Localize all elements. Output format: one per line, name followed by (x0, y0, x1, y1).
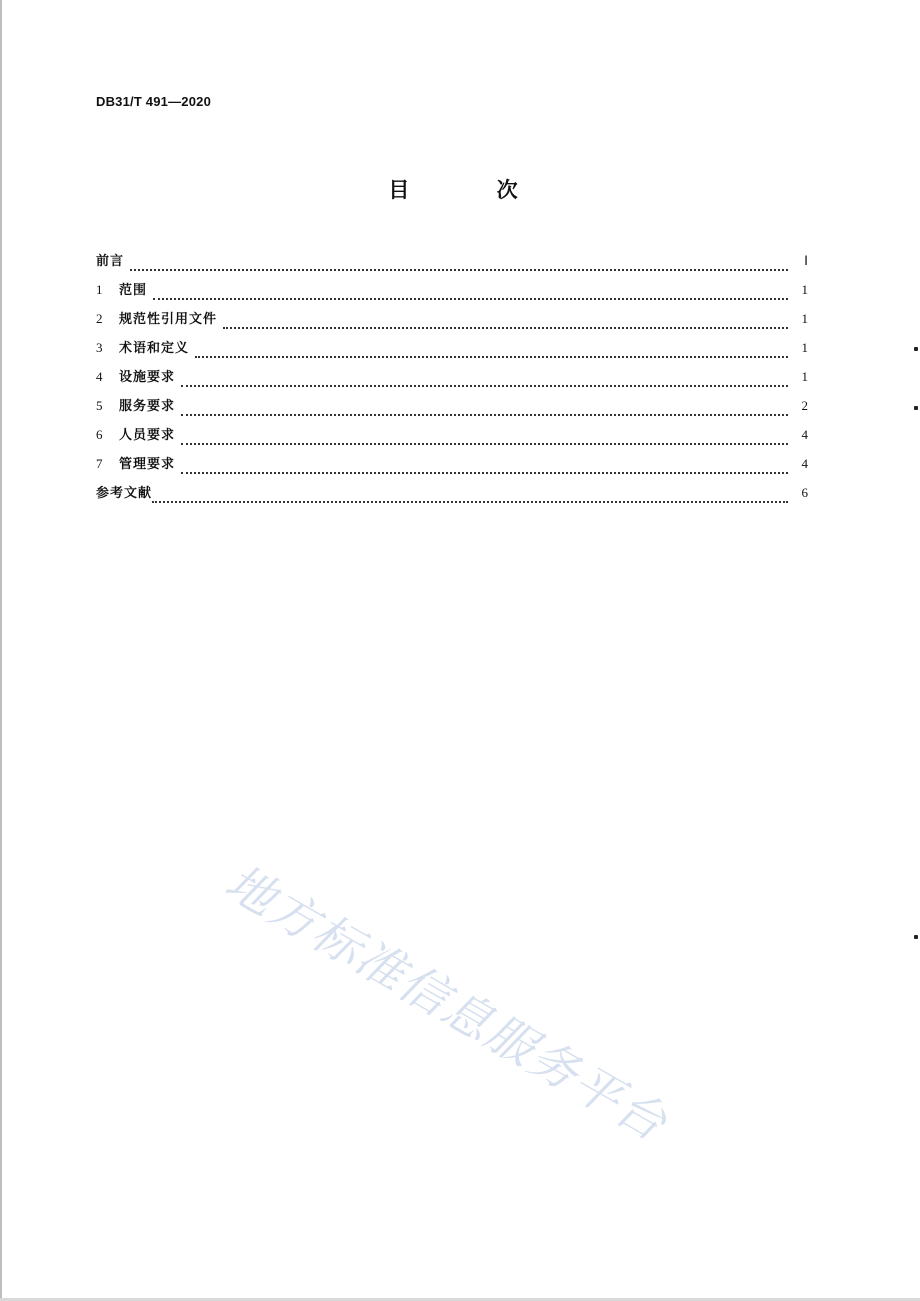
leader-dots (153, 285, 788, 300)
toc-entry-label: 人员要求 (119, 428, 176, 443)
toc-entry-label: 规范性引用文件 (119, 312, 218, 327)
scan-artifact (914, 406, 918, 410)
toc-entry-bibliography[interactable] (96, 482, 808, 511)
toc-entry-page: 1 (801, 311, 808, 326)
toc-entry-number: 5 (96, 398, 103, 413)
toc-entry-terms-definitions[interactable] (96, 337, 808, 366)
watermark: 地方标准信息服务平台 (215, 854, 677, 1153)
toc-entry-number: 1 (96, 282, 103, 297)
leader-dots (195, 343, 788, 358)
table-of-contents (96, 250, 808, 511)
toc-entry-page: 4 (801, 456, 808, 471)
toc-entry-facility-requirements[interactable] (96, 366, 808, 395)
toc-entry-label: 设施要求 (119, 370, 176, 385)
toc-entry-number: 7 (96, 456, 103, 471)
toc-entry-label: 服务要求 (119, 399, 176, 414)
toc-entry-number: 6 (96, 427, 103, 442)
toc-entry-page: 1 (801, 340, 808, 355)
leader-dots (181, 372, 788, 387)
toc-entry-page: 4 (801, 427, 808, 442)
toc-title: 目 次 (388, 178, 558, 202)
leader-dots (152, 488, 788, 503)
toc-entry-label: 参考文献 (96, 486, 153, 501)
scan-artifact (914, 935, 918, 939)
toc-entry-foreword[interactable] (96, 250, 808, 279)
scan-artifact (914, 347, 918, 351)
toc-entry-page: 6 (801, 485, 808, 500)
toc-entry-normative-references[interactable] (96, 308, 808, 337)
toc-entry-label: 管理要求 (119, 457, 176, 472)
leader-dots (181, 430, 788, 445)
toc-entry-label: 术语和定义 (119, 341, 190, 356)
toc-entry-number: 3 (96, 340, 103, 355)
leader-dots (181, 459, 788, 474)
toc-entry-service-requirements[interactable] (96, 395, 808, 424)
toc-entry-page: 1 (801, 282, 808, 297)
toc-entry-management-requirements[interactable] (96, 453, 808, 482)
toc-entry-scope[interactable] (96, 279, 808, 308)
toc-entry-personnel-requirements[interactable] (96, 424, 808, 453)
standard-code: DB31/T 491—2020 (96, 94, 212, 109)
toc-entry-page: 1 (801, 369, 808, 384)
toc-entry-number: 2 (96, 311, 103, 326)
leader-dots (181, 401, 788, 416)
leader-dots (223, 314, 788, 329)
toc-entry-label: 前言 (96, 254, 125, 269)
toc-entry-page: 2 (801, 398, 808, 413)
toc-entry-number: 4 (96, 369, 103, 384)
toc-entry-page: Ⅰ (804, 253, 808, 268)
leader-dots (130, 256, 788, 271)
toc-entry-label: 范围 (119, 283, 148, 298)
